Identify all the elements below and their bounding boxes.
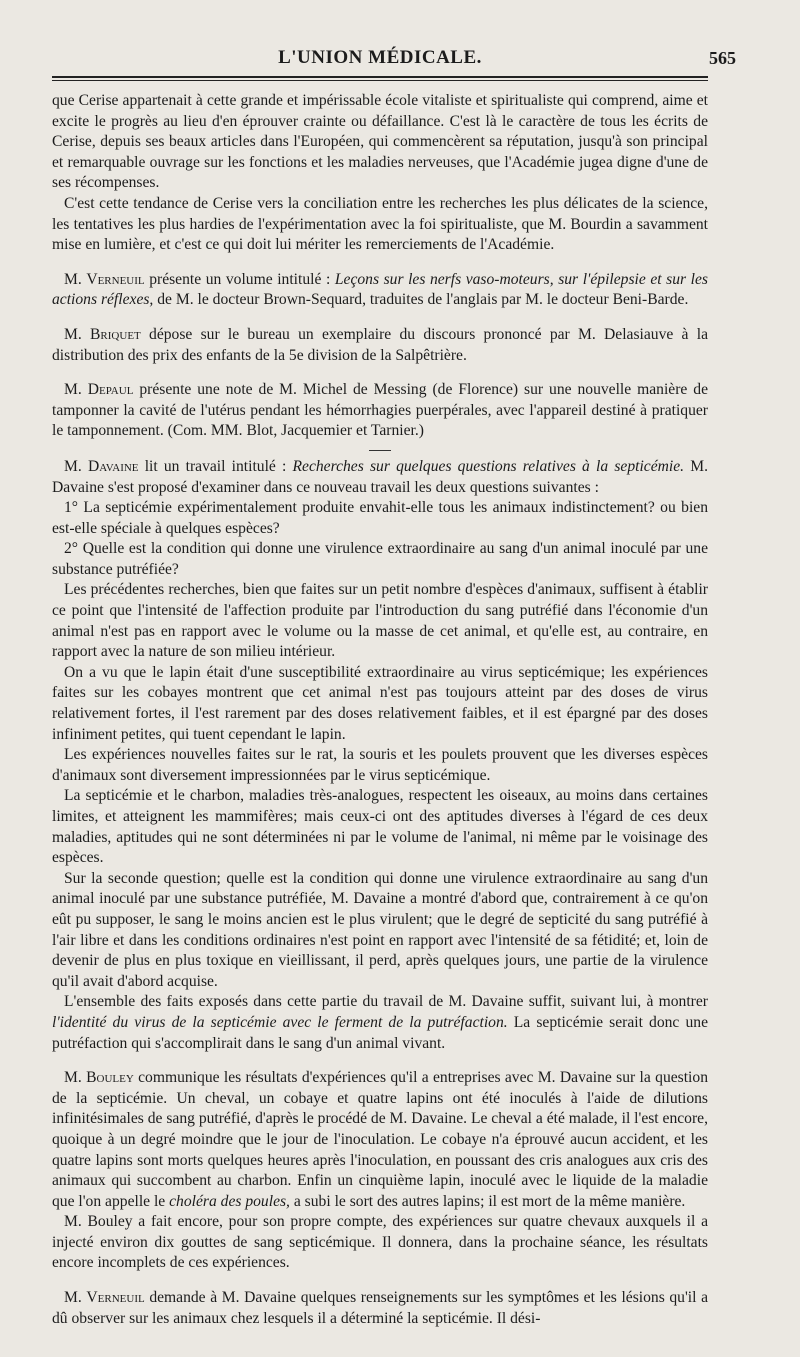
paragraph-verneuil-volume bbox=[52, 270, 708, 311]
text-segment: communique les résultats d'expériences qu'il a entreprises avec M. Davaine sur la question de la septicémie. Un cheval, un cobaye et quatre lapins ont été inoculés à l'aide de dilutions infinitésimales de sang putréfié, d'après le procédé de M. Davaine. Le cheval a été malade, il l'est encore, quoique à un degré moindre que le jour de l'inoculation. Le cobaye n'a éprouvé aucun accident, et les quatre lapins sont morts quelques heures après l'inoculation, en poussant des cris analogues aux cris des animaux qui succombent au charbon. Enfin un cinquième lapin, inoculé avec le liquide de la maladie que l'on appelle le bbox=[52, 1069, 708, 1210]
paragraph-bouley-horses: M. Bouley a fait encore, pour son propre compte, des expériences sur quatre chevaux auxquels il a injecté environ dix gouttes de sang septicémique. Il donnera, dans la prochaine séance, les résultats encore incomplets de ces expériences. bbox=[52, 1213, 708, 1272]
text-segment: dépose sur le bureau un exemplaire du discours prononcé par M. Delasiauve à la distribution des prix des enfants de la 5e division de la Salpêtrière. bbox=[52, 325, 708, 364]
paragraph-question-2: 2° Quelle est la condition qui donne une virulence extraordinaire au sang d'un animal inoculé par une substance putréfiée? bbox=[52, 540, 708, 578]
section-separator bbox=[369, 450, 391, 451]
paragraph-charbon: La septicémie et le charbon, maladies très-analogues, respectent les oiseaux, au moins dans certaines limites, et atteignent les mammifères; mais ceux-ci ont des aptitudes diverses à l'égard de ces deux maladies, aptitudes qui ne sont déterminées ni par le volume de l'animal, ni même par le voisinage des espèces. bbox=[52, 787, 708, 867]
text-segment: L'ensemble des faits exposés dans cette partie du travail de M. Davaine suffit, suivant lui, à montrer bbox=[64, 993, 708, 1011]
paragraph-identity bbox=[52, 992, 708, 1054]
speaker-name: Verneuil bbox=[86, 270, 145, 288]
disease-name: choléra des poules, bbox=[169, 1192, 290, 1210]
paragraph-lapin: On a vu que le lapin était d'une susceptibilité extraordinaire au virus septicémique; les expériences faites sur les cobayes montrent que cet animal n'est pas toujours atteint par des doses de virus relativement fortes, il l'est rarement par des doses relativement faibles, et il est épargné par des doses infiniment petites, qui tuent cependant le lapin. bbox=[52, 663, 708, 743]
work-title: Recherches sur quelques questions relatives à la septicémie. bbox=[292, 457, 685, 475]
text-segment: M. Davaine s'est proposé d'examiner dans ce nouveau travail les deux questions suivantes : bbox=[52, 457, 708, 496]
paragraph-new-experiments: Les expériences nouvelles faites sur le rat, la souris et les poulets prouvent que les diverses espèces d'animaux sont diversement impressionnées par le virus septicémique. bbox=[52, 746, 708, 784]
book-title: Leçons sur les nerfs vaso-moteurs, sur l'épilepsie et sur les actions réflexes, bbox=[52, 270, 708, 309]
text-segment: lit un travail intitulé : bbox=[138, 457, 293, 475]
speaker-name: Verneuil bbox=[86, 1289, 145, 1307]
page-header bbox=[52, 44, 736, 72]
text-segment: M. bbox=[64, 270, 87, 288]
emphasis-text: l'identité du virus de la septicémie avec le ferment de la putréfaction. bbox=[52, 1013, 508, 1031]
article-body bbox=[52, 91, 708, 1329]
paragraph-depaul bbox=[52, 380, 708, 442]
text-segment: M. bbox=[64, 1289, 87, 1307]
paragraph-briquet bbox=[52, 325, 708, 366]
paragraph-cerise-tendency: C'est cette tendance de Cerise vers la conciliation entre les recherches les plus délicates de la science, les tentatives les plus hardies de l'expérimentation avec la foi spiritualiste, que M. Bourdin a savamment mise en lumière, et c'est ce qui doit lui mériter les remerciements de l'Académie. bbox=[52, 194, 708, 254]
paragraph-cerise-school: que Cerise appartenait à cette grande et impérissable école vitaliste et spiritualiste qui comprend, aime et excite le progrès au lieu d'en éprouver crainte ou défaillance. C'est là le caractère de tous les écrits de Cerise, depuis ses beaux articles dans l'Européen, qui commencèrent sa réputation, jusqu'à son principal et remarquable ouvrage sur les fonctions et les maladies nerveuses, que l'Académie jugea digne d'une de ses récompenses. bbox=[52, 92, 708, 192]
paragraph-second-question: Sur la seconde question; quelle est la condition qui donne une virulence extraordinaire au sang d'un animal inoculé par une substance putréfiée, M. Davaine a montré d'abord que, contrairement à ce qu'on eût pu supposer, le sang le moins ancien est le plus virulent; que le degré de septicité du sang putréfié à l'air libre et dans les conditions ordinaires n'est point en rapport avec l'intensité de sa fétidité; et, loin de devenir de plus en plus toxique en vieillissant, il perd, après quelques jours, une partie de la virulence qu'il avait d'abord acquise. bbox=[52, 869, 708, 990]
running-title: L'UNION MÉDICALE. bbox=[278, 47, 482, 68]
text-segment: de M. le docteur Brown-Sequard, traduites de l'anglais par M. le docteur Beni-Barde. bbox=[153, 291, 689, 309]
text-segment: M. bbox=[64, 457, 88, 475]
header-rule bbox=[52, 76, 708, 81]
paragraph-verneuil-question bbox=[52, 1288, 708, 1329]
paragraph-previous-research: Les précédentes recherches, bien que faites sur un petit nombre d'espèces d'animaux, suffisent à établir ce point que l'intensité de l'affection produite par l'introduction du sang putréfié dans l'économie d'un animal n'est pas en rapport avec le volume ou la masse de cet animal, et qu'elle est, au contraire, en rapport avec la nature de son milieu intérieur. bbox=[52, 581, 708, 661]
text-segment: M. bbox=[64, 325, 91, 343]
text-segment: a subi le sort des autres lapins; il est mort de la même manière. bbox=[289, 1192, 686, 1210]
text-segment: présente un volume intitulé : bbox=[144, 270, 335, 288]
speaker-name: Bouley bbox=[86, 1069, 134, 1087]
speaker-name: Depaul bbox=[87, 381, 134, 399]
speaker-name: Briquet bbox=[90, 325, 141, 343]
text-segment: M. bbox=[64, 381, 88, 399]
speaker-name: Davaine bbox=[87, 457, 139, 475]
paragraph-bouley bbox=[52, 1068, 708, 1212]
paragraph-question-1: 1° La septicémie expérimentalement produite envahit-elle tous les animaux indistinctement? ou bien est-elle spéciale à quelques espèces? bbox=[52, 499, 708, 537]
page-number: 565 bbox=[709, 48, 736, 68]
text-segment: demande à M. Davaine quelques renseignements sur les symptômes et les lésions qu'il a dû observer sur les animaux chez lesquels il a déterminé la septicémie. Il dési- bbox=[52, 1289, 708, 1327]
paragraph-davaine-intro bbox=[52, 457, 708, 498]
text-segment: présente une note de M. Michel de Messing (de Florence) sur une nouvelle manière de tamponner la cavité de l'utérus pendant les hémorrhagies puerpérales, avec l'appareil destiné à pratiquer le tamponnement. (Com. MM. Blot, Jacquemier et Tarnier.) bbox=[52, 381, 708, 440]
text-segment: M. bbox=[64, 1069, 87, 1087]
text-segment: La septicémie serait donc une putréfaction qui s'accomplirait dans le sang d'un animal vivant. bbox=[52, 1013, 708, 1052]
